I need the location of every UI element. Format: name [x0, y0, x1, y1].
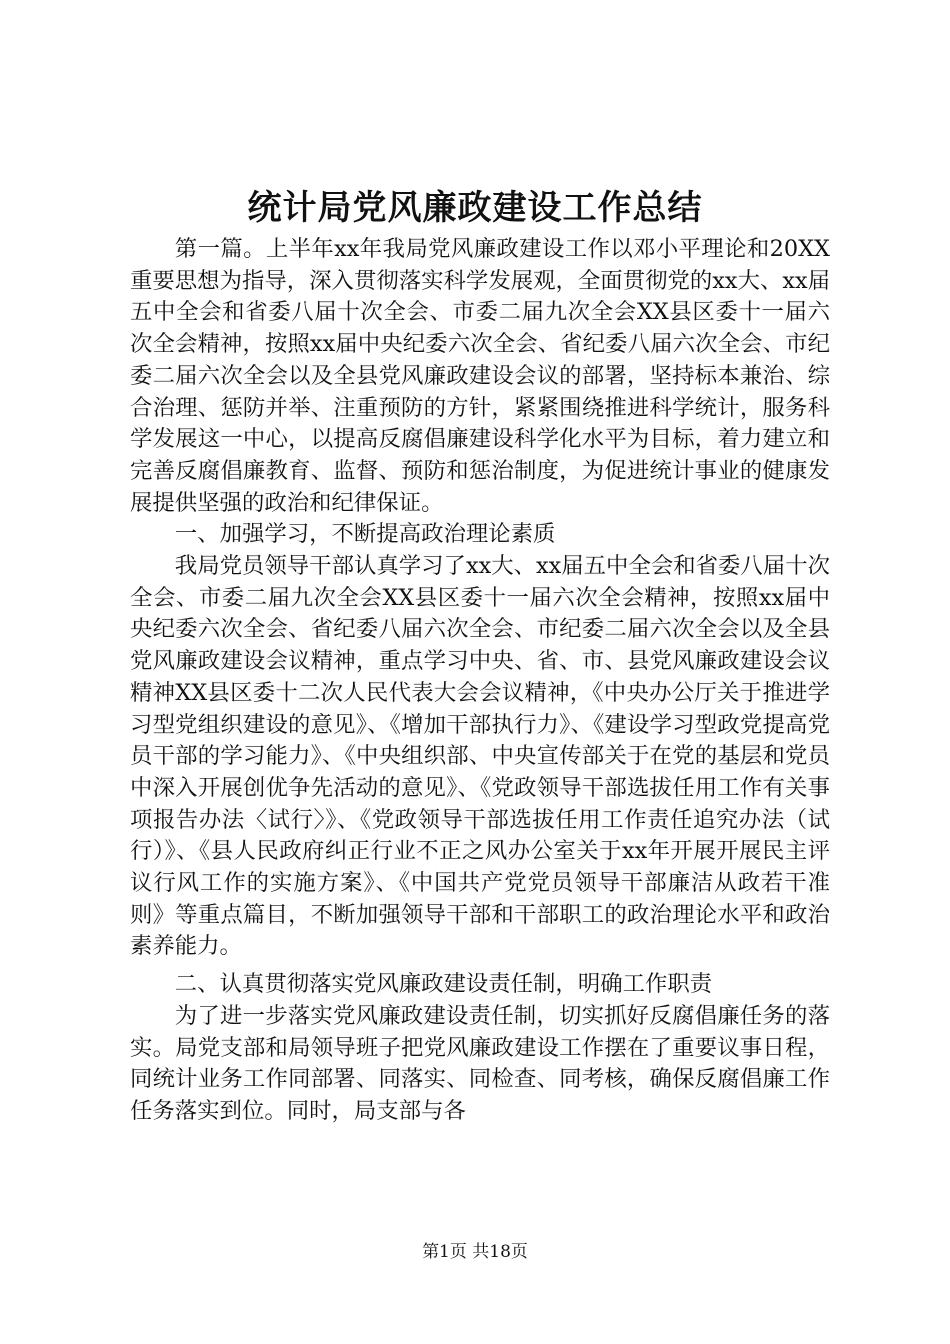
paragraph-study: 我局党员领导干部认真学习了xx大、xx届五中全会和省委八届十次全会、市委二届九次全会XX县区委十一届六次全会精神，按照xx届中央纪委六次全会、省纪委八届六次全会、市纪委二届六次全会以及全县党风廉政建设会议精神，重点学习中央、省、市、县党风廉政建设会议精神XX县区委十二次人民代表大会会议精神，《中央办公厅关于推进学习型党组织建设的意见》、《增加干部执行力》、《建设学习型政党提高党员干部的学习能力》、《中央组织部、中央宣传部关于在党的基层和党员中深入开展创优争先活动的意见》、《党政领导干部选拔任用工作有关事项报告办法〈试行〉》、《党政领导干部选拔任用工作责任追究办法（试行）》、《县人民政府纠正行业不正之风办公室关于xx年开展开展民主评议行风工作的实施方案》、《中国共产党党员领导干部廉洁从政若干准则》等重点篇目，不断加强领导干部和干部职工的政治理论水平和政治素养能力。 — [130, 553, 830, 960]
document-title: 统计局党风廉政建设工作总结 — [247, 188, 703, 228]
section-heading-1: 一、加强学习，不断提高政治理论素质 — [174, 521, 556, 548]
paragraph-intro: 第一篇。上半年xx年我局党风廉政建设工作以邓小平理论和20XX重要思想为指导，深入贯彻落实科学发展观，全面贯彻党的xx大、xx届五中全会和省委八届十次全会、市委二届九次全会XX县区委十一届六次全会精神，按照xx届中央纪委六次全会、省纪委八届六次全会、市纪委二届六次全会以及全县党风廉政建设会议的部署，坚持标本兼治、综合治理、惩防并举、注重预防的方针，紧紧围绕推进科学统计，服务科学发展这一中心，以提高反腐倡廉建设科学化水平为目标，着力建立和完善反腐倡廉教育、监督、预防和惩治制度，为促进统计事业的健康发展提供坚强的政治和纪律保证。 — [130, 236, 830, 516]
paragraph-responsibility: 为了进一步落实党风廉政建设责任制，切实抓好反腐倡廉任务的落实。局党支部和局领导班子把党风廉政建设工作摆在了重要议事日程，同统计业务工作同部署、同落实、同检查、同考核，确保反腐倡廉工作任务落实到位。同时，局支部与各 — [130, 1002, 830, 1124]
document-body — [130, 234, 830, 1128]
section-heading-2: 二、认真贯彻落实党风廉政建设责任制，明确工作职责 — [174, 971, 713, 998]
page-footer: 第1页 共18页 — [422, 1242, 528, 1262]
